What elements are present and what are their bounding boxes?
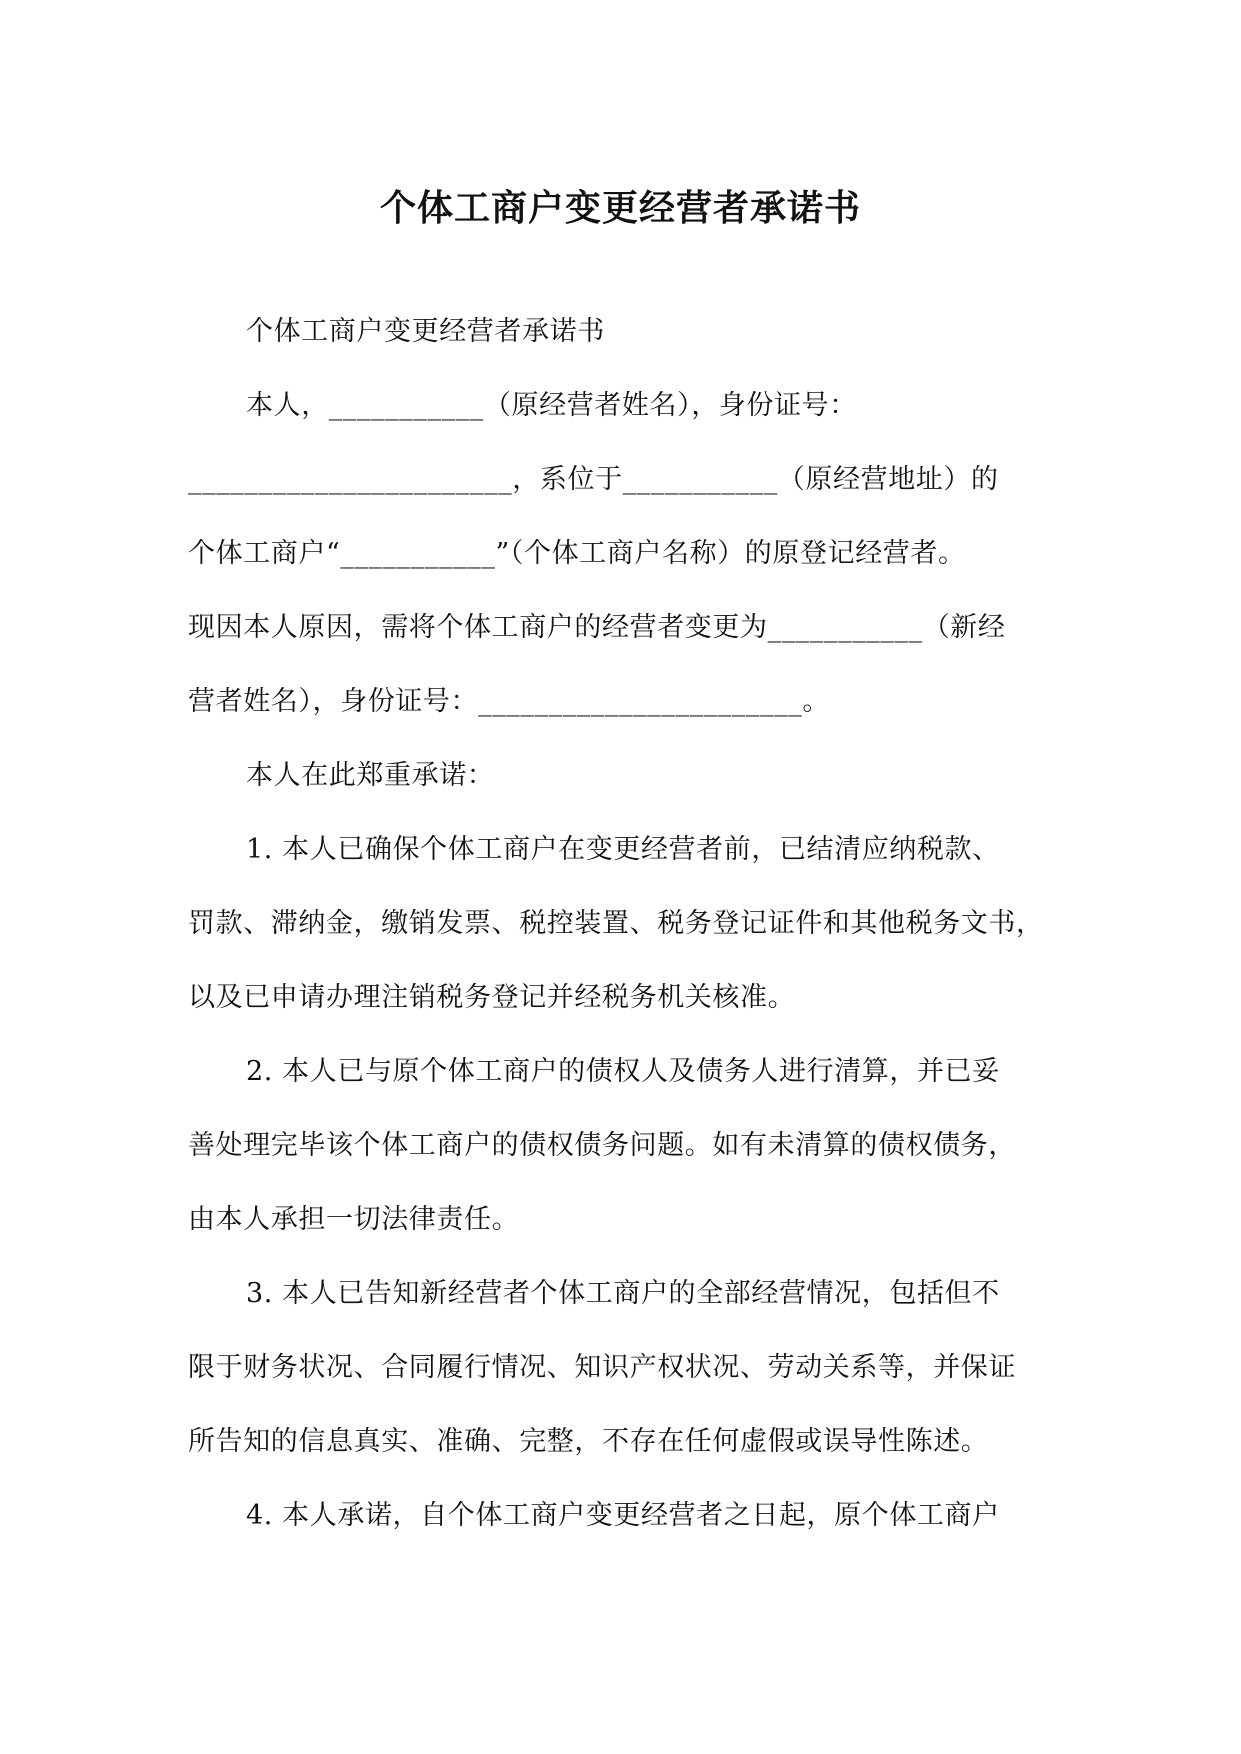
body-line: 以及已申请办理注销税务登记并经税务机关核准。 xyxy=(188,982,796,1013)
body-line: 本人在此郑重承诺： xyxy=(246,760,495,791)
body-line: 营者姓名），身份证号：_______________________。 xyxy=(188,686,830,717)
body-line: 限于财务状况、合同履行情况、知识产权状况、劳动关系等，并保证 xyxy=(188,1352,1016,1383)
body-line: 所告知的信息真实、准确、完整，不存在任何虚假或误导性陈述。 xyxy=(188,1426,989,1457)
body-line: 1. 本人已确保个体工商户在变更经营者前，已结清应纳税款、 xyxy=(246,834,1000,865)
body-line: 由本人承担一切法律责任。 xyxy=(188,1204,520,1235)
body-line: 4. 本人承诺，自个体工商户变更经营者之日起，原个体工商户 xyxy=(246,1500,1000,1531)
body-line: _______________________，系位于___________（原经营地址）的 xyxy=(188,464,999,495)
body-line: 3. 本人已告知新经营者个体工商户的全部经营情况，包括但不 xyxy=(246,1278,1000,1309)
document-title: 个体工商户变更经营者承诺书 xyxy=(379,187,861,229)
body-line: 现因本人原因，需将个体工商户的经营者变更为___________（新经 xyxy=(188,612,1006,643)
body-line: 2. 本人已与原个体工商户的债权人及债务人进行清算，并已妥 xyxy=(246,1056,1000,1087)
body-line: 本人，___________（原经营者姓名），身份证号： xyxy=(246,390,857,421)
body-line: 个体工商户变更经营者承诺书 xyxy=(246,316,605,347)
body-line: 罚款、滞纳金，缴销发票、税控装置、税务登记证件和其他税务文书， xyxy=(188,908,1044,939)
body-line: 善处理完毕该个体工商户的债权债务问题。如有未清算的债权债务， xyxy=(188,1130,1016,1161)
body-line: 个体工商户“___________”（个体工商户名称）的原登记经营者。 xyxy=(188,538,966,569)
